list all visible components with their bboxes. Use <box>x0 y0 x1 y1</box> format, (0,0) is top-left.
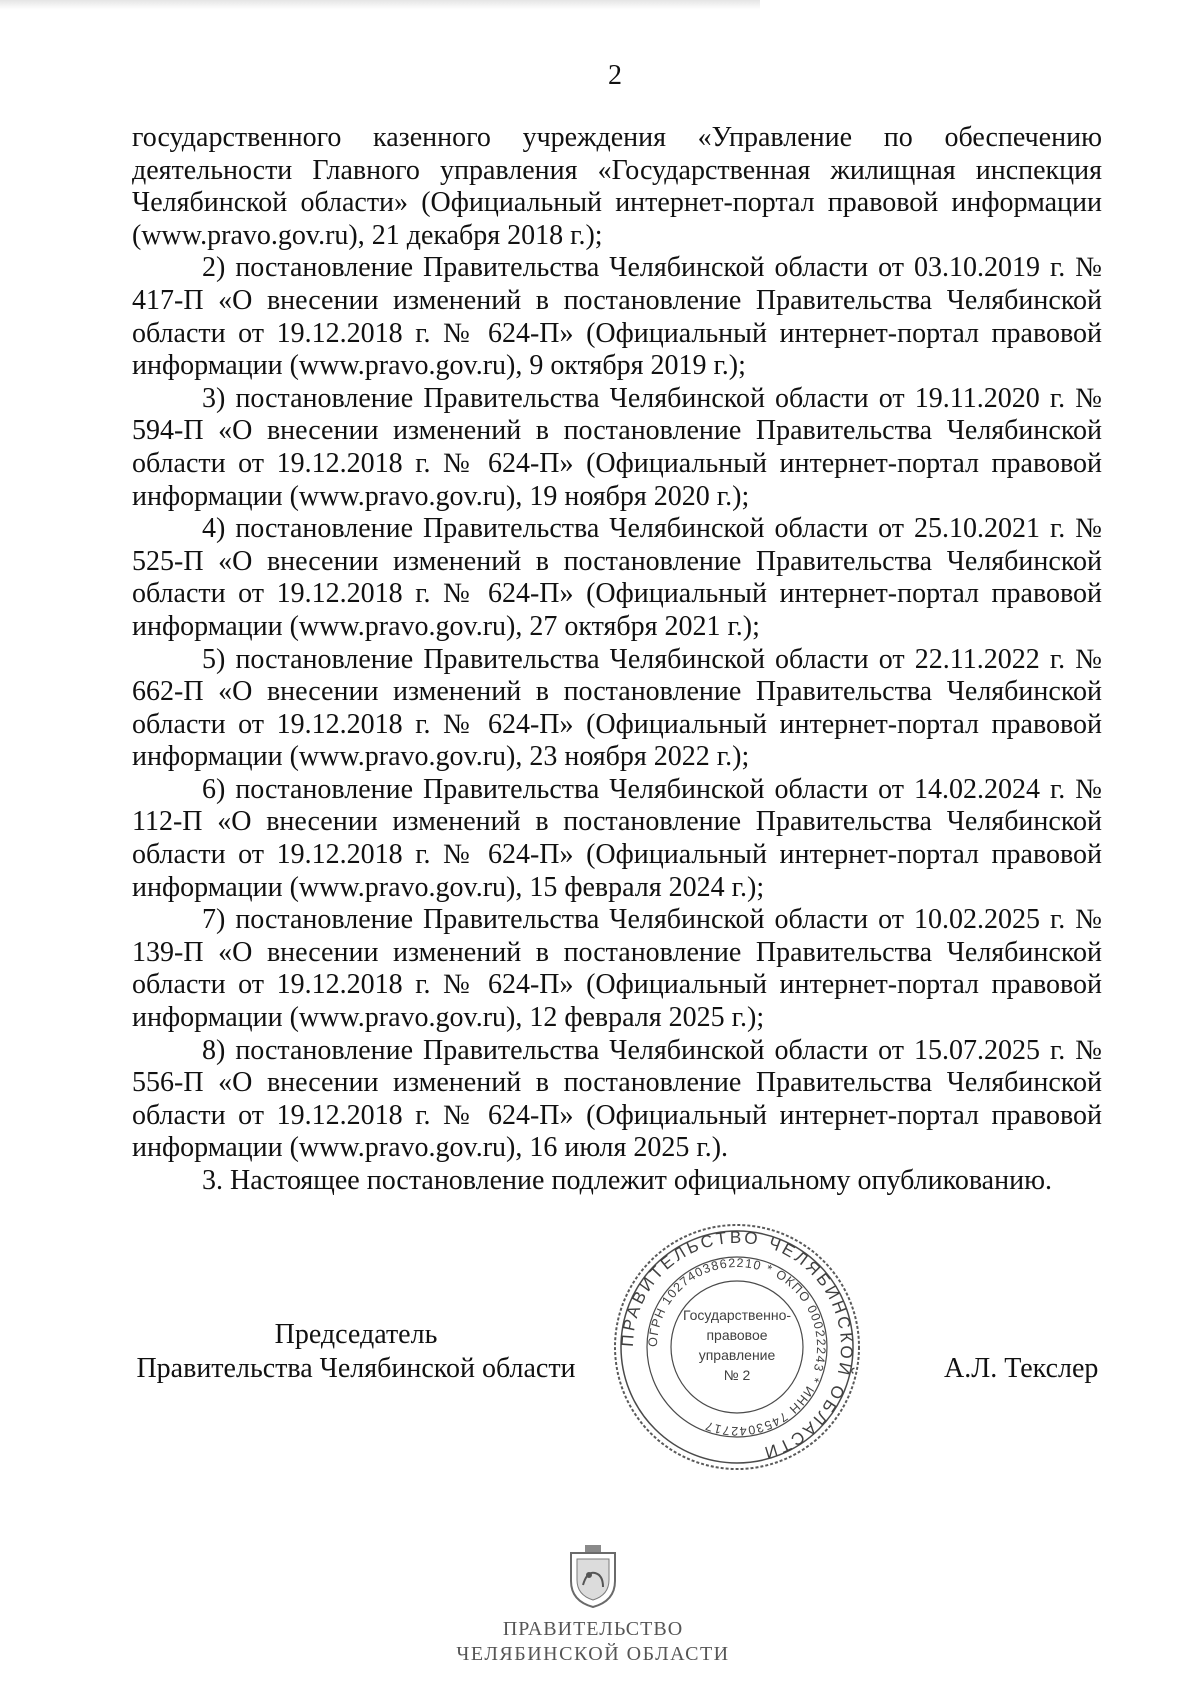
signatory-name: А.Л. Текслер <box>944 1353 1099 1384</box>
coat-of-arms-icon <box>565 1545 621 1611</box>
list-item: 4) постановление Правительства Челябинской области от 25.10.2021 г. № 525-П «О внесении изменений в постановление Правительства Челябинской области от 19.12.2018 г. № 624-П» (Официальный интернет-портал правовой информации (www.pravo.gov.ru), 27 октября 2021 г.); <box>132 513 1102 642</box>
seal-center-line4: № 2 <box>723 1367 751 1383</box>
list-item: 8) постановление Правительства Челябинской области от 15.07.2025 г. № 556-П «О внесении изменений в постановление Правительства Челябинской области от 19.12.2018 г. № 624-П» (Официальный интернет-портал правовой информации (www.pravo.gov.ru), 16 июля 2025 г.). <box>132 1034 1102 1164</box>
list-item: 5) постановление Правительства Челябинской области от 22.11.2022 г. № 662-П «О внесении изменений в постановление Правительства Челябинской области от 19.12.2018 г. № 624-П» (Официальный интернет-портал правовой информации (www.pravo.gov.ru), 23 ноября 2022 г.); <box>132 643 1102 773</box>
page-number: 2 <box>608 60 622 91</box>
list-item: 6) постановление Правительства Челябинской области от 14.02.2024 г. № 112-П «О внесении изменений в постановление Правительства Челябинской области от 19.12.2018 г. № 624-П» (Официальный интернет-портал правовой информации (www.pravo.gov.ru), 15 февраля 2024 г.); <box>132 773 1102 903</box>
official-seal <box>612 1222 862 1472</box>
seal-graphic <box>612 1222 862 1472</box>
signatory-title-line2: Правительства Челябинской области <box>136 1353 576 1384</box>
seal-inner-textpath: ОГРН 1027403862210 * ОКПО 00022243 * ИНН 7453042717 <box>645 1255 829 1439</box>
seal-center-line1: Государственно- <box>682 1307 792 1323</box>
signatory-title <box>126 1318 586 1386</box>
seal-center-line3: управление <box>698 1347 776 1363</box>
signatory-title-line1: Председатель <box>274 1319 438 1350</box>
final-clause: 3. Настоящее постановление подлежит официальному опубликованию. <box>202 1165 1052 1196</box>
footer-org-line1: ПРАВИТЕЛЬСТВО <box>502 1618 684 1640</box>
document-body <box>132 122 1102 1198</box>
paragraph-continuation: государственного казенного учреждения «Управление по обеспечению деятельности Главного управления «Государственная жилищная инспекция Челябинской области» (Официальный интернет-портал правовой информации (www.pravo.gov.ru), 21 декабря 2018 г.); <box>132 122 1102 251</box>
seal-outer-textpath: ПРАВИТЕЛЬСТВО ЧЕЛЯБИНСКОЙ ОБЛАСТИ <box>617 1227 857 1463</box>
seal-center-line2: правовое <box>706 1327 768 1343</box>
footer-org-line2: ЧЕЛЯБИНСКОЙ ОБЛАСТИ <box>456 1643 730 1665</box>
list-item: 2) постановление Правительства Челябинской области от 03.10.2019 г. № 417-П «О внесении изменений в постановление Правительства Челябинской области от 19.12.2018 г. № 624-П» (Официальный интернет-портал правовой информации (www.pravo.gov.ru), 9 октября 2019 г.); <box>132 252 1102 382</box>
list-item: 3) постановление Правительства Челябинской области от 19.11.2020 г. № 594-П «О внесении изменений в постановление Правительства Челябинской области от 19.12.2018 г. № 624-П» (Официальный интернет-портал правовой информации (www.pravo.gov.ru), 19 ноября 2020 г.); <box>132 382 1102 512</box>
scan-edge-artifact <box>0 0 760 10</box>
list-item: 7) постановление Правительства Челябинской области от 10.02.2025 г. № 139-П «О внесении изменений в постановление Правительства Челябинской области от 19.12.2018 г. № 624-П» (Официальный интернет-портал правовой информации (www.pravo.gov.ru), 12 февраля 2025 г.); <box>132 904 1102 1034</box>
